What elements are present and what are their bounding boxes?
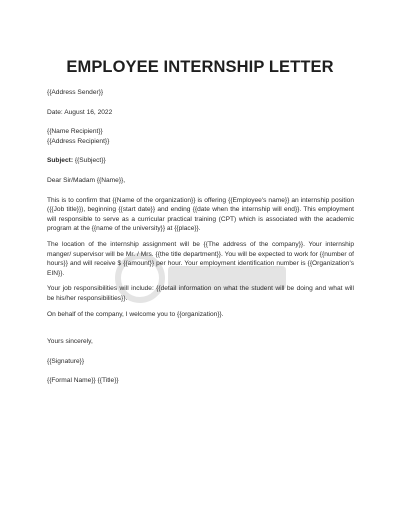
- address-sender: {{Address Sender}}: [47, 89, 104, 96]
- paragraph-confirmation: This is to confirm that {{Name of the organization}} is offering {{Employee's name}} an internship position ({{Job title}}), beginning {{start date}} and ending {{date when the internship will end}}. This employment will responsible to serve as a curricular practical training (CPT) which is associated with the academic program at the {{name of the university}} at {{place}}.: [47, 196, 354, 233]
- greeting: Dear Sir/Madam {{Name}},: [47, 176, 126, 184]
- letter-title: EMPLOYEE INTERNSHIP LETTER: [66, 58, 334, 76]
- paragraph-location: The location of the internship assignment will be {{The address of the company}}. Your internship manger/ supervisor will be Mr. / Mrs. {{the title department}}. You will be expected to work for {{number of hours}} and will receive $ {{amount}} per hour. Your employment identification number is {{Organization's EIN}}.: [47, 240, 354, 277]
- closing: Yours sincerely,: [47, 338, 93, 346]
- name-recipient: {{Name Recipient}}: [47, 128, 103, 136]
- subject-line: [47, 156, 354, 166]
- subject-label: Subject:: [47, 157, 74, 165]
- letter-date: Date: August 16, 2022: [47, 108, 113, 116]
- address-recipient: {{Address Recipient}}: [47, 137, 110, 145]
- paragraph-responsibilities: Your job responsibilities will include: {{detail information on what the student will be doing and what will be his/her responsibilities}}.: [47, 285, 354, 302]
- subject-value: {{Subject}}: [73, 157, 106, 165]
- signature: {{Signature}}: [47, 357, 85, 365]
- letter-body: [47, 88, 354, 386]
- formal-name-title: {{Formal Name}} {{Title}}: [47, 377, 119, 385]
- paragraph-welcome: On behalf of the company, I welcome you to {{organization}}.: [47, 310, 224, 318]
